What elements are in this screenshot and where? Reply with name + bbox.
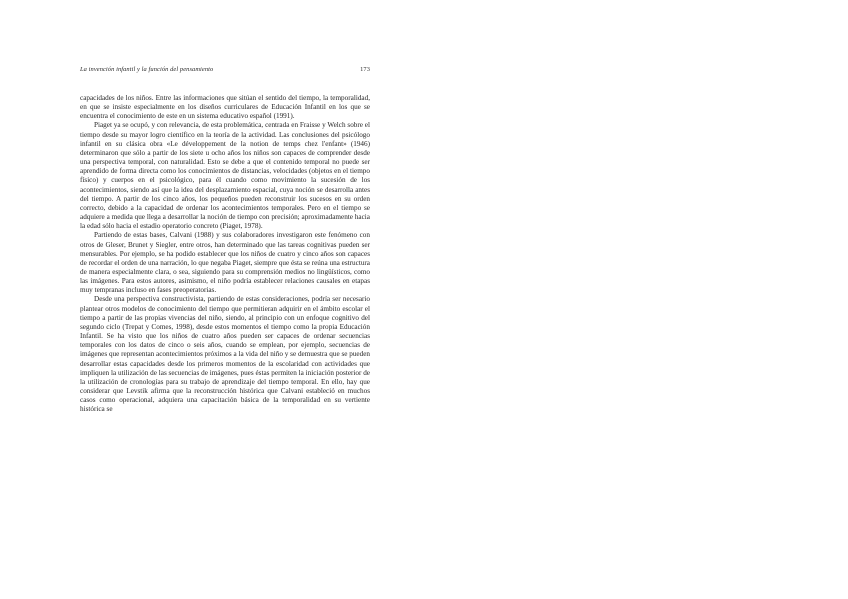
running-title: La invención infantil y la función del pensamiento	[80, 66, 214, 73]
book-page	[80, 62, 370, 582]
paragraph: Desde una perspectiva constructivista, partiendo de estas consideraciones, podría ser necesario plantear otros modelos de conocimiento del tiempo que permitieran adquirir en el ámbito escolar el tiempo a partir de las propias vivencias del niño, siendo, al principio con un enfoque cognitivo del segundo ciclo (Trepat y Comes, 1998), desde estos momentos el tiempo como la propia Educación Infantil. Se ha visto que los niños de cuatro años pueden ser capaces de ordenar secuencias temporales con los datos de cinco o seis años, cuando se emplean, por ejemplo, secuencias de imágenes que representan acontecimientos próximos a la vida del niño y se demuestra que se pueden desarrollar estas capacidades desde los primeros momentos de la escolaridad con actividades que impliquen la utilización de las secuencias de imágenes, pues éstas permiten la iniciación posterior de la utilización de cronologías para su trabajo de aprendizaje del tiempo temporal. En ello, hay que considerar que Levstik afirma que la reconstrucción histórica que Calvani estableció en muchos casos como operacional, adquiera una capacitación básica de la temporalidad en su vertiente histórica se	[80, 295, 370, 414]
paragraph: Partiendo de estas bases, Calvani (1988) y sus colaboradores investigaron este fenómeno con otros de Gleser, Brunet y Siegler, entre otros, han determinado que las tareas cognitivas pueden ser mensurables. Por ejemplo, se ha podido establecer que los niños de cuatro y cinco años son capaces de recordar el orden de una narración, lo que negaba Piaget, siempre que ésta se reúna una estructura de manera especialmente clara, o sea, siguiendo para su comprensión medios no lingüísticos, como las imágenes. Para estos autores, asimismo, el niño podría establecer relaciones causales en etapas muy tempranas incluso en fases preoperatorias.	[80, 231, 370, 295]
body-text	[80, 94, 370, 414]
paragraph: Piaget ya se ocupó, y con relevancia, de esta problemática, centrada en Fraisse y Welch sobre el tiempo desde su mayor logro científico en la teoría de la actividad. Las conclusiones del psicólogo infantil en su clásica obra «Le développement de la notion de temps chez l'enfant» (1946) determinaron que sólo a partir de los siete u ocho años los niños son capaces de comprender desde una perspectiva temporal, con naturalidad. Esto se debe a que el contenido temporal no puede ser aprendido de forma directa como los conocimientos de distancias, velocidades (objetos en el tiempo físico) y cuerpos en el psicológico, para él cuando como movimiento la sucesión de los acontecimientos, siendo así que la idea del desplazamiento espacial, cuya noción se desarrolla antes del tiempo. A partir de los cinco años, los pequeños pueden reconstruir los sucesos en su orden correcto, debido a la capacidad de ordenar los acontecimientos temporales. Pero en el tiempo se adquiere a medida que llega a desarrollar la noción de tiempo con precisión; aproximadamente hacia la edad sólo hacia el estadio operatorio concreto (Piaget, 1978).	[80, 121, 370, 231]
page-number: 173	[360, 66, 370, 73]
page-header	[80, 62, 370, 76]
paragraph: capacidades de los niños. Entre las informaciones que sitúan el sentido del tiempo, la temporalidad, en que se insiste especialmente en los diseños curriculares de Educación Infantil en los que se encuentra el conocimiento de este en un sistema educativo español (1991).	[80, 94, 370, 121]
